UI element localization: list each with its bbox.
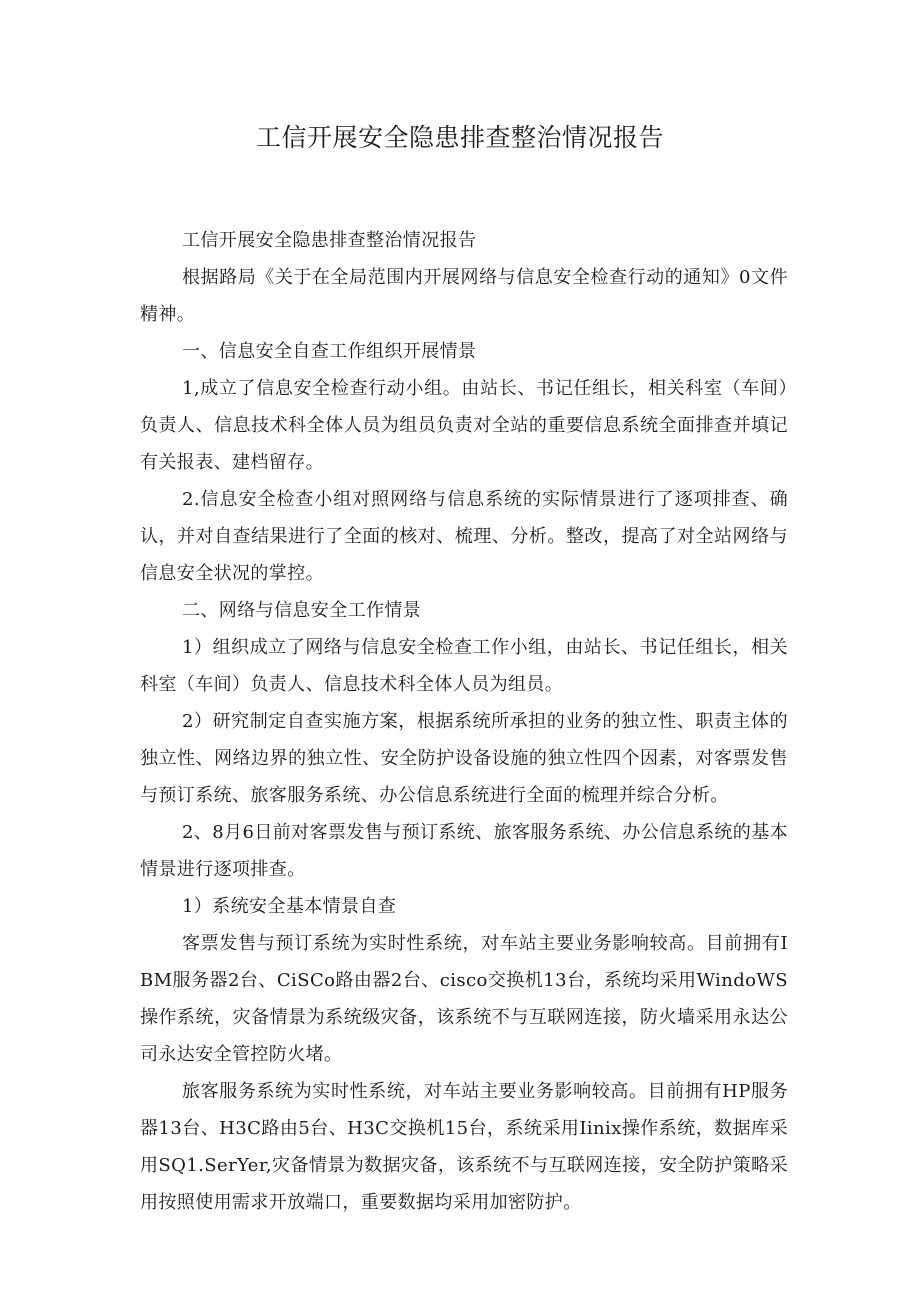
intro-paragraph: 根据路局《关于在全局范围内开展网络与信息安全检查行动的通知》0文件精神。 xyxy=(140,267,788,325)
subtitle-paragraph: 工信开展安全隐患排查整治情况报告 xyxy=(182,230,477,251)
section-heading-1: 一、信息安全自查工作组织开展情景 xyxy=(182,341,477,362)
body-paragraph: 2）研究制定自查实施方案，根据系统所承担的业务的独立性、职责主体的独立性、网络边界的独立性、安全防护设备设施的独立性四个因素，对客票发售与预订系统、旅客服务系统、办公信息系统进行全面的梳理并综合分析。 xyxy=(140,711,788,806)
body-paragraph: 2.信息安全检查小组对照网络与信息系统的实际情景进行了逐项排查、确认，并对自查结果进行了全面的核对、梳理、分析。整改，提高了对全站网络与信息安全状况的掌控。 xyxy=(140,489,788,584)
document-title: 工信开展安全隐患排查整治情况报告 xyxy=(255,123,664,152)
body-paragraph: 1）组织成立了网络与信息安全检查工作小组，由站长、书记任组长，相关科室（车间）负责人、信息技术科全体人员为组员。 xyxy=(140,637,788,695)
sub-heading: 1）系统安全基本情景自查 xyxy=(182,896,397,917)
body-paragraph: 1,成立了信息安全检查行动小组。由站长、书记任组长，相关科室（车间）负责人、信息技术科全体人员为组员负责对全站的重要信息系统全面排查并填记有关报表、建档留存。 xyxy=(140,378,788,473)
body-paragraph: 客票发售与预订系统为实时性系统，对车站主要业务影响较高。目前拥有IBM服务器2台、CiSCo路由器2台、cisco交换机13台，系统均采用WindoWS操作系统，灾备情景为系统级灾备，该系统不与互联网连接，防火墙采用永达公司永达安全管控防火堵。 xyxy=(140,933,788,1065)
body-paragraph: 2、8月6日前对客票发售与预订系统、旅客服务系统、办公信息系统的基本情景进行逐项排查。 xyxy=(140,822,788,880)
document-body xyxy=(140,222,788,1221)
body-paragraph: 旅客服务系统为实时性系统，对车站主要业务影响较高。目前拥有HP服务器13台、H3C路由5台、H3C交换机15台，系统采用Iinix操作系统，数据库采用SQ1.SerYer,灾备情景为数据灾备，该系统不与互联网连接，安全防护策略采用按照使用需求开放端口，重要数据均采用加密防护。 xyxy=(140,1081,788,1213)
section-heading-2: 二、网络与信息安全工作情景 xyxy=(182,600,422,621)
